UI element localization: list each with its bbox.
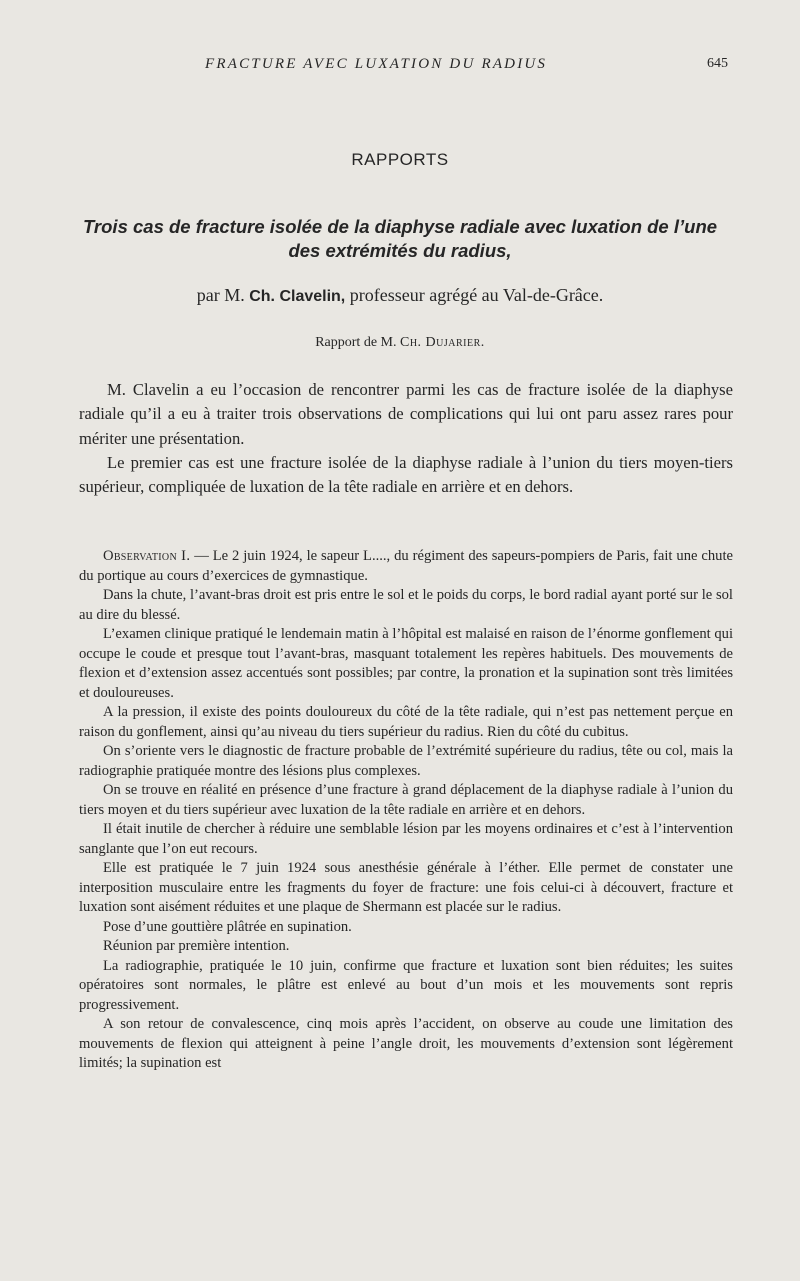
intro-text <box>79 378 733 499</box>
observation-paragraph: Pose d’une gouttière plâtrée en supination. <box>103 918 352 935</box>
observation-first-text: — Le 2 juin 1924, le sapeur L...., du régiment des sapeurs-pompiers de Paris, fait une chute du portique au cours d’exercices de gymnastique. <box>79 548 733 584</box>
observation-text <box>79 547 733 1074</box>
observation-paragraph: L’examen clinique pratiqué le lendemain matin à l’hôpital est malaisé en raison de l’énorme gonflement qui occupe le coude et presque tout l’avant-bras, masquant totalement les repères habituels. Des mouvements de flexion et d’extension assez accentués sont possibles; par contre, la pronation et la supination sont très limitées et douloureuses. <box>79 626 733 701</box>
page-number: 645 <box>707 56 728 71</box>
article-title: Trois cas de fracture isolée de la diaphyse radiale avec luxation de l’une des extrémités du radius, <box>82 216 718 261</box>
reporter-name: Ch. Dujarier. <box>399 335 485 350</box>
observation-paragraph: On se trouve en réalité en présence d’une fracture à grand déplacement de la diaphyse radiale à l’union du tiers moyen et du tiers supérieur avec luxation de la tête radiale en arrière et en dehors. <box>79 782 733 818</box>
observation-paragraph <box>79 547 733 586</box>
byline-prefix: par M. <box>196 285 250 305</box>
running-header <box>0 56 800 80</box>
observation-paragraph: Réunion par première intention. <box>103 938 290 954</box>
observation-paragraph: Elle est pratiquée le 7 juin 1924 sous anesthésie générale à l’éther. Elle permet de constater une interposition musculaire entre les fragments du foyer de fracture: une fois celui-ci à découvert, fracture et luxation sont aisément réduites et une plaque de Shermann est placée sur le radius. <box>79 860 733 915</box>
byline-suffix: professeur agrégé au Val-de-Grâce. <box>345 285 604 305</box>
running-title: FRACTURE AVEC LUXATION DU RADIUS <box>205 56 548 72</box>
intro-paragraph: Le premier cas est une fracture isolée de la diaphyse radiale à l’union du tiers moyen-tiers supérieur, compliquée de luxation de la tête radiale en arrière et en dehors. <box>79 452 733 497</box>
observation-paragraph: La radiographie, pratiquée le 10 juin, confirme que fracture et luxation sont bien réduites; les suites opératoires sont normales, le plâtre est enlevé au bout d’un mois et les mouvements sont repris progressivement. <box>79 957 733 1013</box>
section-heading: RAPPORTS <box>351 150 449 169</box>
observation-paragraph: A son retour de convalescence, cinq mois après l’accident, on observe au coude une limitation des mouvements de flexion qui atteignent à peine l’angle droit, les mouvements d’extension sont légèrement limités; la supination est <box>79 1016 733 1071</box>
observation-paragraph: On s’oriente vers le diagnostic de fracture probable de l’extrémité supérieure du radius, tête ou col, mais la radiographie pratiquée montre des lésions plus complexes. <box>79 743 733 779</box>
observation-paragraph: Il était inutile de chercher à réduire une semblable lésion par les moyens ordinaires et c’est à l’intervention sanglante que l’on eut recours. <box>79 821 733 857</box>
observation-paragraph: Dans la chute, l’avant-bras droit est pris entre le sol et le poids du corps, le bord radial ayant porté sur le sol au dire du blessé. <box>79 587 733 623</box>
report-prefix: Rapport de M. <box>315 335 400 350</box>
observation-paragraph: A la pression, il existe des points douloureux du côté de la tête radiale, qui n’est pas nettement perçue en raison du gonflement, ainsi qu’au niveau du tiers supérieur du radius. Rien du côté du cubitus. <box>79 704 733 740</box>
observation-label: Observation I. <box>103 548 191 564</box>
byline <box>0 285 800 306</box>
intro-paragraph: M. Clavelin a eu l’occasion de rencontrer parmi les cas de fracture isolée de la diaphyse radiale qu’il a eu à traiter trois observations de complications qui lui ont paru assez rares pour mériter une présentation. <box>79 380 733 448</box>
author-name: Ch. Clavelin, <box>249 288 346 305</box>
report-line <box>0 335 800 351</box>
